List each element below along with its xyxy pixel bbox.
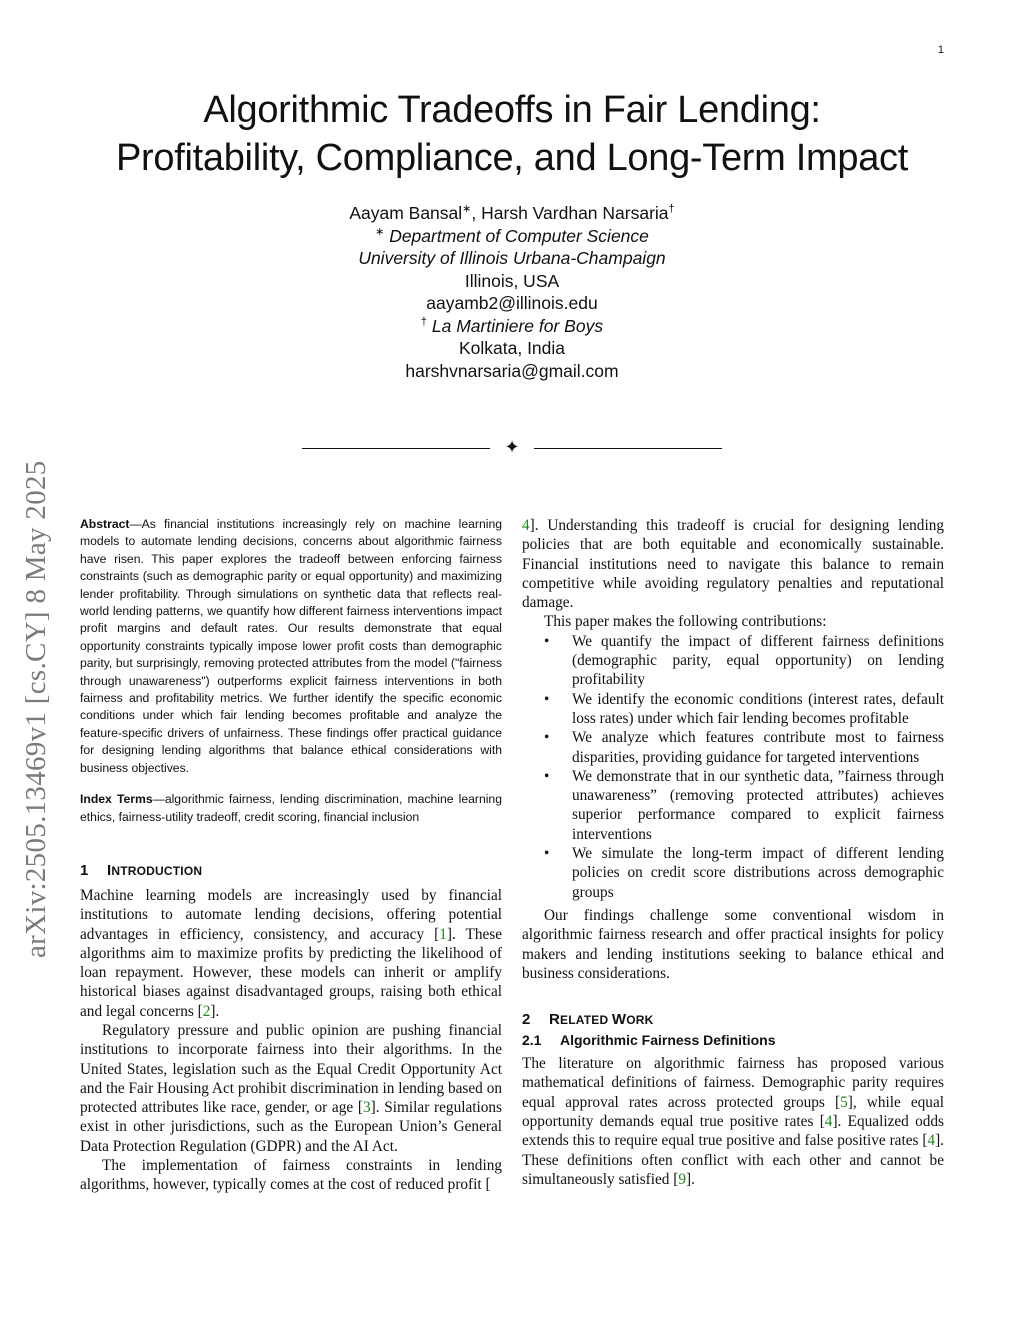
abstract-label: Abstract bbox=[80, 517, 130, 531]
list-item-text: We identify the economic conditions (interest rates, default loss rates) under which fair lending becomes profitable bbox=[572, 690, 944, 727]
list-item-text: We demonstrate that in our synthetic data, ”fairness through unawareness” (removing protected attributes) achieves superior performance compared to explicit fairness interventions bbox=[572, 767, 944, 843]
index-terms-text: algorithmic fairness, lending discrimination, machine learning ethics, fairness-utility tradeoff, credit scoring, financial inclusion bbox=[80, 792, 502, 824]
intro-paragraph-3-start bbox=[80, 1156, 502, 1195]
citation-link[interactable]: 1 bbox=[439, 925, 447, 943]
author-2-mark: † bbox=[668, 203, 675, 216]
citation-link[interactable]: 4 bbox=[522, 517, 530, 534]
list-item bbox=[522, 767, 944, 844]
intro-p1-text-b: ]. These algorithms aim to maximize profits by predicting the likelihood of loan repayment. However, these models can inherit or amplify historical biases against disadvantaged groups, raising both ethical and legal concerns [ bbox=[80, 925, 502, 1020]
page-number: 1 bbox=[937, 44, 944, 56]
section-2-number: 2 bbox=[522, 1011, 531, 1029]
intro-paragraph-5: Our findings challenge some conventional wisdom in algorithmic fairness research and offer practical insights for policy makers and lending institutions seeking to balance ethical and business considerations. bbox=[522, 906, 944, 982]
affiliation-2-location: Kolkata, India bbox=[458, 338, 566, 358]
section-2-heading bbox=[522, 1011, 944, 1028]
bullet-icon: • bbox=[544, 632, 550, 650]
rw-p1-text-c: ]. Equalized odds extends this to require equal true positive and false positive rates [ bbox=[522, 1113, 944, 1150]
section-1-number: 1 bbox=[80, 861, 89, 879]
list-item bbox=[522, 844, 944, 902]
citation-link[interactable]: 3 bbox=[362, 1099, 371, 1117]
divider-line-right bbox=[534, 448, 722, 449]
section-divider bbox=[302, 438, 722, 458]
contributions-intro: This paper makes the following contributions: bbox=[544, 613, 827, 631]
list-item-text: We simulate the long-term impact of different lending policies on credit score distributions across demographic groups bbox=[572, 845, 944, 901]
section-2-title-rest-2: ORK bbox=[626, 1013, 654, 1028]
citation-link[interactable]: 9 bbox=[678, 1170, 687, 1188]
section-2-title-rest-1: ELATED bbox=[560, 1013, 609, 1028]
bullet-icon: • bbox=[544, 690, 550, 708]
left-column bbox=[80, 516, 502, 1195]
bullet-icon: • bbox=[544, 845, 550, 863]
affiliation-1-dept-text: Department of Computer Science bbox=[389, 225, 649, 246]
affiliation-2-mark: † bbox=[420, 315, 428, 328]
list-item-text: We quantify the impact of different fairness definitions (demographic parity, equal opportunity) on lending profitability bbox=[572, 632, 944, 689]
list-item-text: We analyze which features contribute most to fairness disparities, providing guidance for targeted interventions bbox=[572, 729, 944, 766]
section-2-title-first-1: R bbox=[549, 1011, 561, 1029]
paper-title bbox=[0, 86, 1024, 182]
author-2: Harsh Vardhan Narsaria bbox=[481, 203, 669, 223]
related-work-paragraph-1 bbox=[522, 1054, 944, 1189]
intro-paragraph-3-cont bbox=[522, 516, 944, 612]
affiliation-1-mark: ∗ bbox=[375, 225, 385, 238]
rw-p1-text-b: ], while equal opportunity demands equal true positive rates [ bbox=[522, 1093, 944, 1131]
list-item bbox=[522, 728, 944, 767]
affiliation-2-email[interactable]: harshvnarsaria@gmail.com bbox=[405, 360, 619, 381]
right-column bbox=[522, 516, 944, 1189]
affiliation-2-school-text: La Martiniere for Boys bbox=[431, 315, 604, 336]
arxiv-identifier: arXiv:2505.13469v1 [cs.CY] 8 May 2025 bbox=[20, 460, 52, 958]
intro-p2-text-a: Regulatory pressure and public opinion are pushing financial institutions to incorporate fairness into their algorithms. In the United States, legislation such as the Equal Credit Opportunity Act and the Fair Housing Act prohibit discrimination in lending based on protected attributes like race, gender, or age [ bbox=[80, 1021, 502, 1117]
abstract-dash: — bbox=[129, 517, 142, 531]
affiliation-1-dept bbox=[0, 225, 1024, 248]
author-1-mark: ∗ bbox=[462, 203, 472, 216]
citation-link[interactable]: 4 bbox=[927, 1132, 936, 1150]
intro-paragraph-1 bbox=[80, 886, 502, 1021]
citation-link[interactable]: 4 bbox=[824, 1113, 833, 1131]
abstract-text: As financial institutions increasingly rely on machine learning models to automate lending decisions, concerns about algorithmic fairness have risen. This paper explores the tradeoff between enforcing fairness constraints (such as demographic parity or equal opportunity) and maximizing lender profitability. Through simulations on synthetic data that reflects real-world lending patterns, we quantify how different fairness interventions impact profit margins and default rates. Our results demonstrate that equal opportunity constraints typically impose lower profit costs than demographic parity, but surprisingly, removing protected attributes from the model ("fairness through unawareness") outperforms explicit fairness interventions in both fairness and profitability metrics. We further identify the specific economic conditions under which fair lending becomes profitable and analyze the feature-specific drivers of unfairness. These findings offer practical guidance for designing lending algorithms that balance ethical considerations with business objectives. bbox=[80, 517, 502, 775]
list-item bbox=[522, 632, 944, 690]
author-block bbox=[0, 202, 1024, 382]
title-line-2: Profitability, Compliance, and Long-Term Impact bbox=[116, 137, 908, 179]
citation-link[interactable]: 5 bbox=[840, 1093, 848, 1111]
intro-paragraph-2 bbox=[80, 1021, 502, 1156]
intro-p1-text-c: ]. bbox=[210, 1002, 220, 1020]
author-names bbox=[0, 202, 1024, 225]
intro-p3-text-a: The implementation of fairness constraints in lending algorithms, however, typically comes at the cost of reduced profit [ bbox=[80, 1157, 502, 1194]
subsection-2-1-title: Algorithmic Fairness Definitions bbox=[560, 1032, 776, 1049]
affiliation-1-university: University of Illinois Urbana-Champaign bbox=[358, 248, 666, 268]
affiliation-1-location: Illinois, USA bbox=[464, 270, 560, 291]
citation-link[interactable]: 2 bbox=[202, 1002, 211, 1020]
bullet-icon: • bbox=[544, 729, 550, 747]
section-2-title-first-2: W bbox=[611, 1011, 627, 1029]
rw-p1-text-a: The literature on algorithmic fairness has proposed various mathematical definitions of fairness. Demographic parity requires equal approval rates across protected groups [ bbox=[522, 1055, 944, 1111]
index-terms bbox=[80, 791, 502, 826]
author-1: Aayam Bansal bbox=[349, 203, 463, 223]
index-terms-dash: — bbox=[152, 792, 165, 807]
subsection-2-1-heading bbox=[522, 1032, 944, 1048]
intro-p3-text-b: ]. Understanding this tradeoff is crucial for designing lending policies that are both equitable and economically sustainable. Financial institutions need to navigate this balance to remain competitive while avoiding regulatory penalties and reputational damage. bbox=[522, 517, 944, 612]
title-line-1: Algorithmic Tradeoffs in Fair Lending: bbox=[203, 89, 821, 131]
affiliation-1-email[interactable]: aayamb2@illinois.edu bbox=[426, 293, 598, 313]
bullet-icon: • bbox=[544, 767, 550, 785]
list-item bbox=[522, 690, 944, 729]
intro-p1-text-a: Machine learning models are increasingly used by financial institutions to automate lending decisions, offering potential advantages in efficiency, consistency, and accuracy [ bbox=[80, 886, 502, 943]
section-1-title-first: I bbox=[107, 861, 112, 879]
index-terms-label: Index Terms bbox=[80, 792, 153, 807]
intro-p2-text-b: ]. Similar regulations exist in other jurisdictions, such as the European Union’s General Data Protection Regulation (GDPR) and the AI Act. bbox=[80, 1099, 503, 1155]
subsection-2-1-number: 2.1 bbox=[522, 1032, 542, 1049]
abstract bbox=[80, 516, 502, 777]
rw-p1-text-d: ]. These definitions often conflict with each other and cannot be simultaneously satisfied [ bbox=[522, 1132, 944, 1188]
affiliation-2-school bbox=[0, 315, 1024, 338]
section-1-heading bbox=[80, 862, 502, 879]
rw-p1-text-e: ]. bbox=[686, 1170, 695, 1188]
author-separator: , bbox=[471, 203, 482, 223]
section-1-title-rest: NTRODUCTION bbox=[111, 863, 203, 878]
contributions-list bbox=[522, 632, 944, 902]
divider-star-icon: ✦ bbox=[504, 437, 520, 457]
